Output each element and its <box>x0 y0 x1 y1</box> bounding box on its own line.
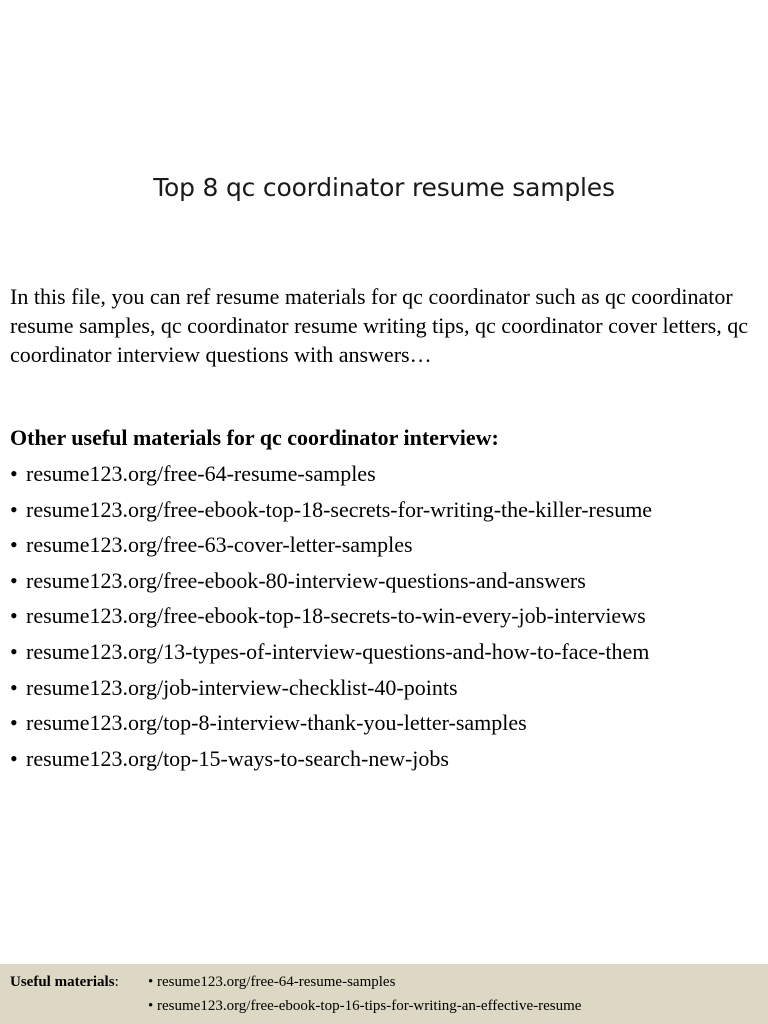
footer-link[interactable]: resume123.org/free-ebook-top-16-tips-for-writing-an-effective-resume <box>157 998 582 1014</box>
footer-bar <box>0 964 768 1024</box>
footer-link[interactable]: resume123.org/free-64-resume-samples <box>157 974 396 990</box>
footer-label <box>10 970 119 994</box>
bullet-icon: • <box>10 745 18 771</box>
list-item <box>10 492 766 528</box>
document-title: Top 8 qc coordinator resume samples <box>153 173 615 202</box>
bullet-icon: • <box>10 461 18 486</box>
material-link[interactable]: resume123.org/free-64-resume-samples <box>26 461 376 486</box>
material-link[interactable]: resume123.org/top-8-interview-thank-you-letter-samples <box>26 710 527 736</box>
material-link[interactable]: resume123.org/free-ebook-top-18-secrets-to-win-every-job-interviews <box>26 603 646 629</box>
footer-label-text: Useful materials <box>10 974 115 990</box>
bullet-icon: • <box>148 974 154 990</box>
list-item <box>10 598 766 634</box>
material-link[interactable]: resume123.org/free-ebook-top-18-secrets-for-writing-the-killer-resume <box>26 496 653 522</box>
list-item <box>148 994 581 1018</box>
list-item <box>10 634 766 670</box>
bullet-icon: • <box>10 638 18 664</box>
list-item <box>10 563 766 599</box>
material-link[interactable]: resume123.org/free-63-cover-letter-samples <box>26 532 413 558</box>
footer-label-colon: : <box>114 974 119 990</box>
materials-heading: Other useful materials for qc coordinator interview: <box>10 425 499 450</box>
material-link[interactable]: resume123.org/top-15-ways-to-search-new-jobs <box>26 745 449 771</box>
material-link[interactable]: resume123.org/job-interview-checklist-40-points <box>26 674 458 700</box>
bullet-icon: • <box>10 603 18 629</box>
list-item <box>10 705 766 741</box>
bullet-icon: • <box>148 998 154 1014</box>
intro-paragraph: In this file, you can ref resume materials for qc coordinator such as qc coordinator resume samples, qc coordinator resume writing tips, qc coordinator cover letters, qc coordinator interview questions with answers… <box>10 284 748 367</box>
footer-links <box>148 970 581 1018</box>
material-link[interactable]: resume123.org/free-ebook-80-interview-questions-and-answers <box>26 567 586 593</box>
list-item <box>10 670 766 706</box>
bullet-icon: • <box>10 496 18 522</box>
bullet-icon: • <box>10 710 18 736</box>
bullet-icon: • <box>10 567 18 593</box>
list-item <box>10 527 766 563</box>
materials-list <box>10 456 766 776</box>
material-link[interactable]: resume123.org/13-types-of-interview-questions-and-how-to-face-them <box>26 638 650 664</box>
bullet-icon: • <box>10 674 18 700</box>
bullet-icon: • <box>10 532 18 558</box>
list-item <box>10 741 766 777</box>
list-item <box>10 456 766 492</box>
list-item <box>148 970 581 994</box>
